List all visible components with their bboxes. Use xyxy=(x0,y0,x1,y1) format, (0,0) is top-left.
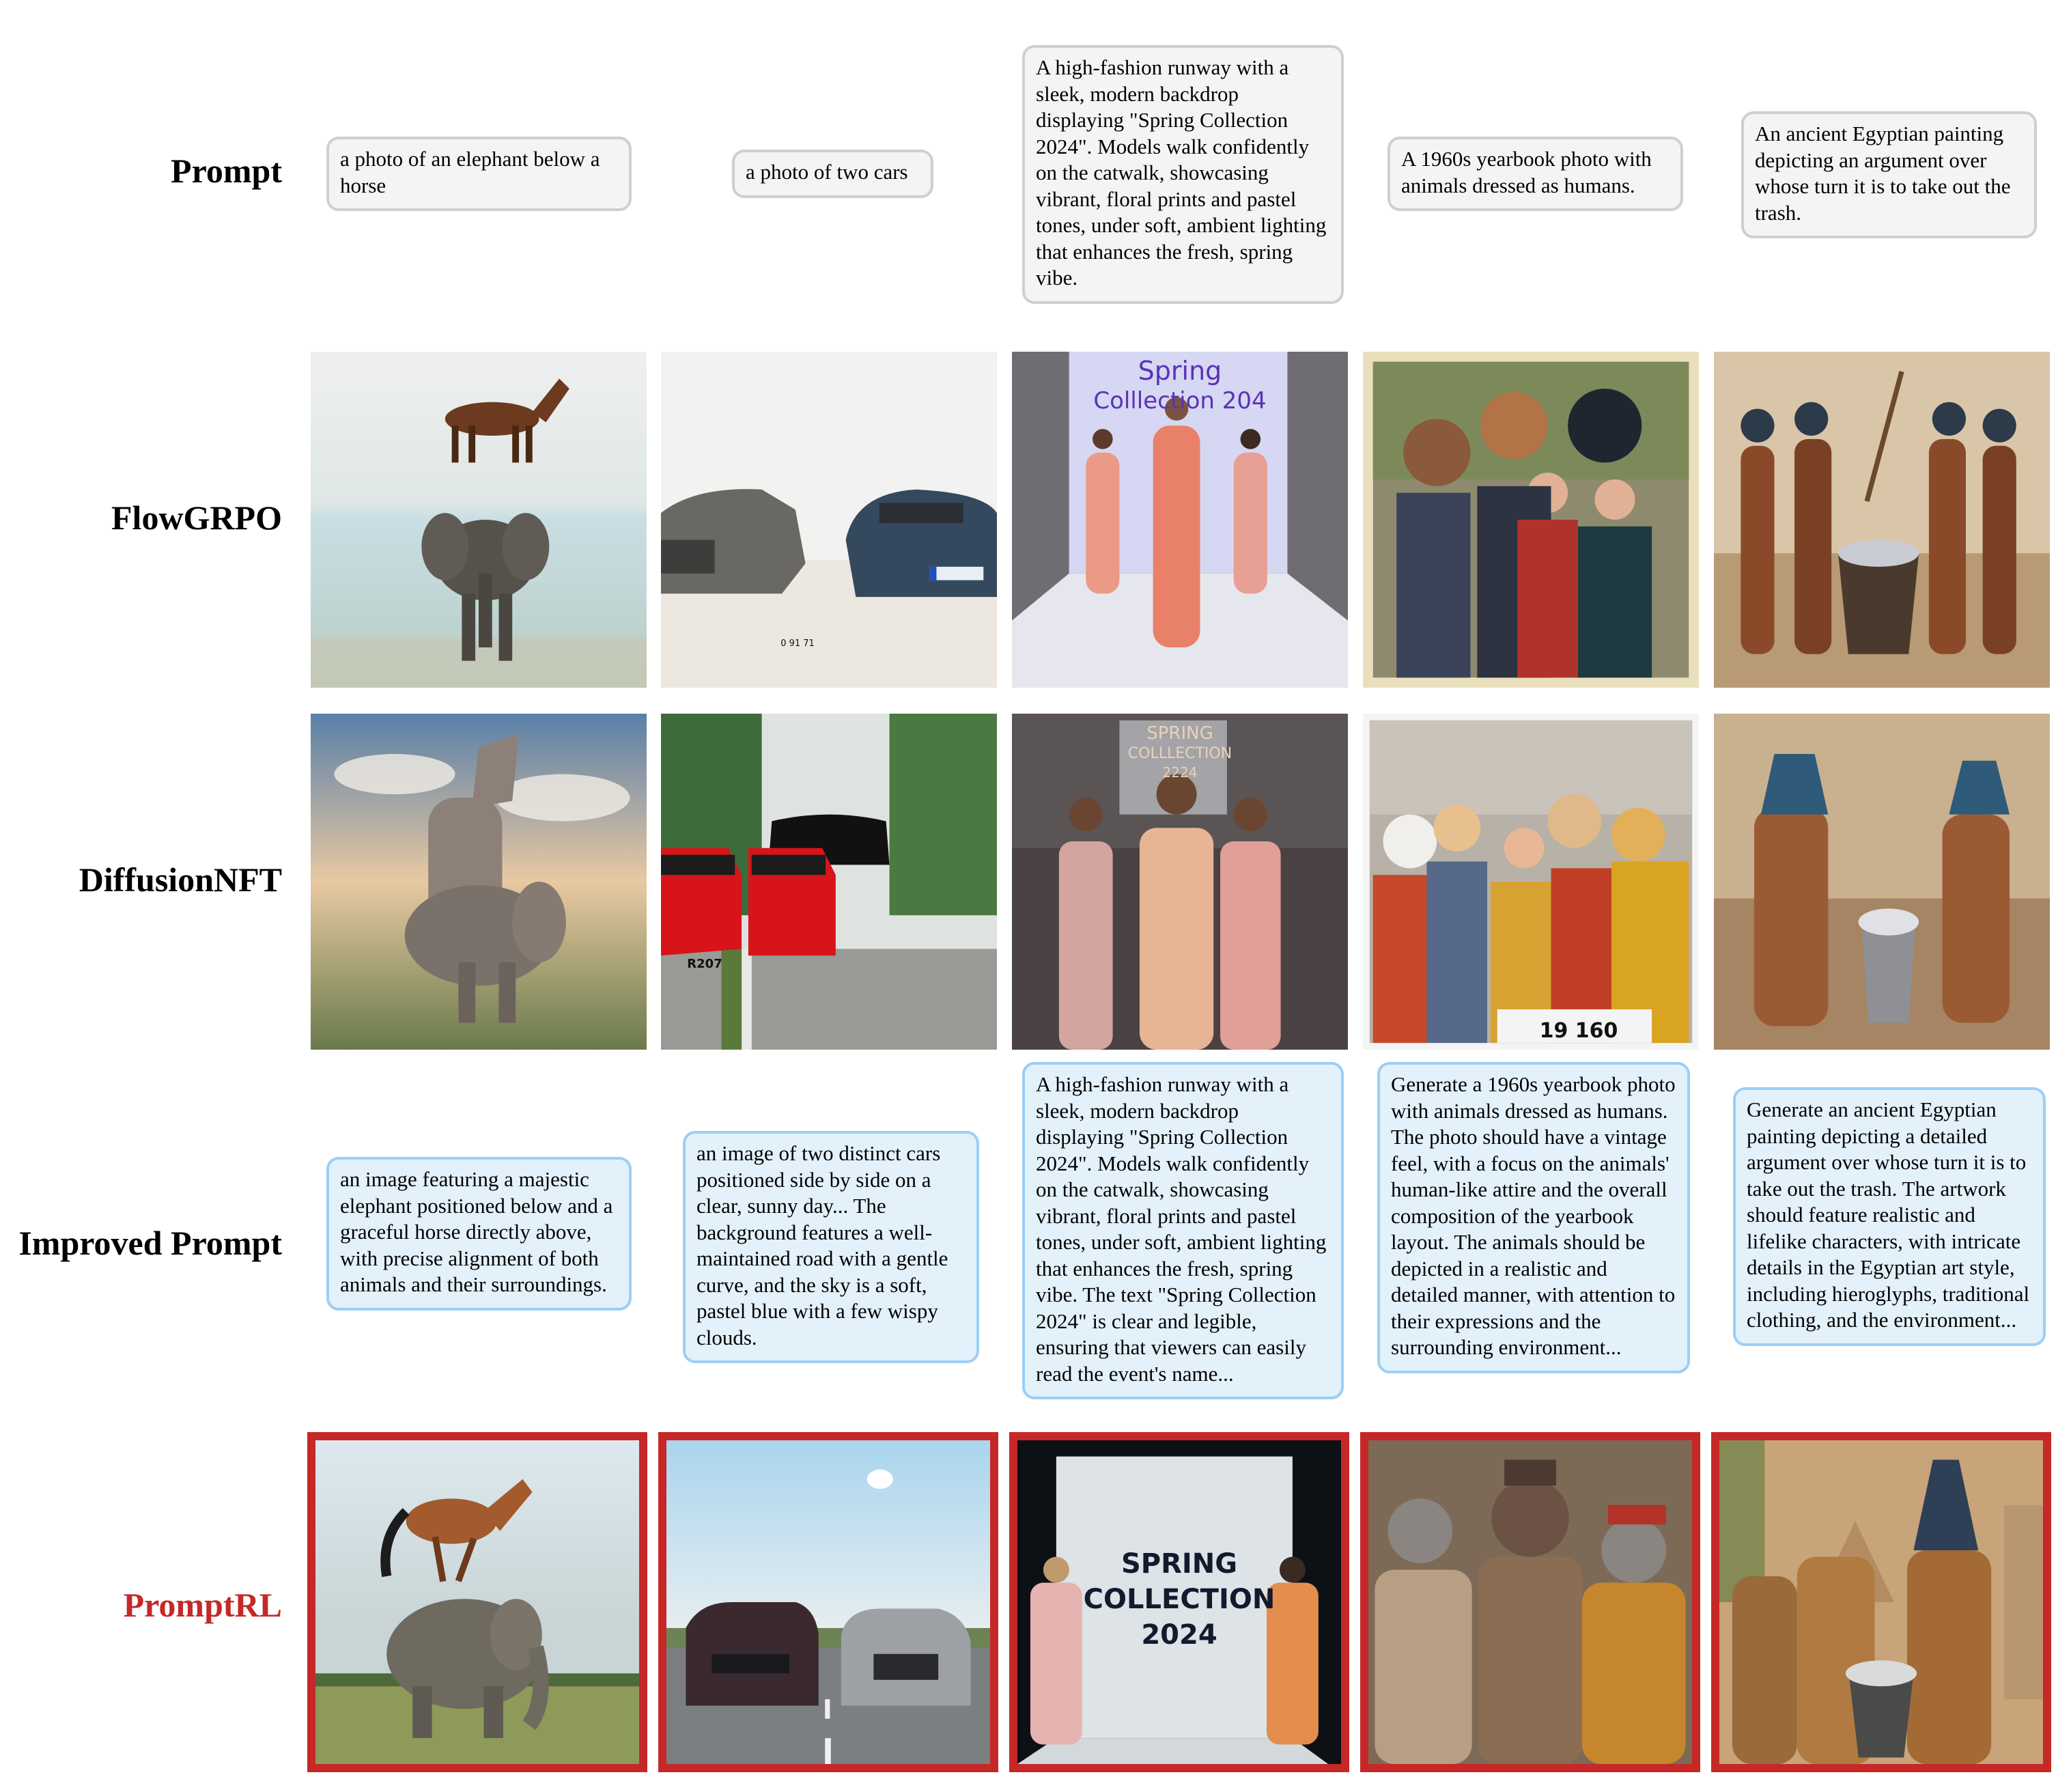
prompt-box: A high-fashion runway with a sleek, modern backdrop displaying "Spring Collection 2024". Models walk confidently on the catwalk, showcasing vibrant, floral prints and pastel tones, under soft, ambient lighting that enhances the fresh, spring vibe. xyxy=(1022,45,1344,304)
license-plate-text: 0 91 71 xyxy=(780,639,815,649)
license-plate-text: R207 xyxy=(687,957,722,971)
runway-sign-line-1: SPRING xyxy=(1146,723,1213,744)
promptrl-image-egyptian xyxy=(1719,1440,2043,1764)
row-label-promptrl: PromptRL xyxy=(123,1586,282,1624)
improved-prompt-box: A high-fashion runway with a sleek, modern backdrop displaying "Spring Collection 2024". Models walk confidently on the catwalk, showcasing vibrant, floral prints and pastel tones, under soft, ambient lighting that enhances the fresh, spring vibe. The text "Spring Collection 2024" is clear and legible, ensuring that viewers can easily read the event's name... xyxy=(1022,1062,1344,1399)
diffusionnft-image-runway xyxy=(1012,714,1348,1050)
improved-prompt-box: Generate an ancient Egyptian painting depicting a detailed argument over whose turn it is to take out the trash. The artwork should feature realistic and lifelike characters, with intricate details in the Egyptian art style, including hieroglyphs, traditional clothing, and the environment... xyxy=(1733,1087,2046,1346)
promptrl-frame xyxy=(1360,1432,1700,1772)
flowgrpo-image-elephant-horse xyxy=(311,352,647,688)
flowgrpo-image-yearbook xyxy=(1363,352,1699,688)
yearbook-sign-text: 19 160 xyxy=(1539,1019,1618,1043)
row-label-improved-prompt: Improved Prompt xyxy=(18,1224,282,1262)
flowgrpo-image-runway xyxy=(1012,352,1348,688)
promptrl-frame xyxy=(1711,1432,2051,1772)
backdrop-sign-line-2: COLLECTION xyxy=(1083,1584,1276,1615)
promptrl-image-yearbook xyxy=(1368,1440,1692,1764)
diffusionnft-image-yearbook xyxy=(1363,714,1699,1050)
prompt-box: a photo of two cars xyxy=(732,150,933,198)
prompt-box: A 1960s yearbook photo with animals dressed as humans. xyxy=(1387,137,1683,211)
row-label-flowgrpo: FlowGRPO xyxy=(111,499,282,537)
promptrl-image-two-cars xyxy=(666,1440,990,1764)
diffusionnft-image-elephant-horse xyxy=(311,714,647,1050)
flowgrpo-image-two-cars xyxy=(661,352,997,688)
promptrl-frame xyxy=(658,1432,998,1772)
prompt-box: An ancient Egyptian painting depicting an argument over whose turn it is to take out the trash. xyxy=(1741,111,2037,238)
improved-prompt-box: an image of two distinct cars positioned side by side on a clear, sunny day... The background features a well-maintained road with a gentle curve, and the sky is a soft, pastel blue with a few wispy clouds. xyxy=(683,1131,979,1363)
row-label-diffusionnft: DiffusionNFT xyxy=(79,860,282,899)
diffusionnft-image-two-cars xyxy=(661,714,997,1050)
flowgrpo-image-egyptian xyxy=(1714,352,2050,688)
promptrl-image-elephant-horse xyxy=(315,1440,639,1764)
runway-sign-line-1: Spring xyxy=(1138,356,1222,386)
backdrop-sign-line-3: 2024 xyxy=(1141,1619,1217,1651)
runway-sign-line-2: Colllection 204 xyxy=(1093,387,1267,415)
runway-sign-line-3: 2224 xyxy=(1162,764,1198,781)
improved-prompt-box: Generate a 1960s yearbook photo with animals dressed as humans. The photo should have a vintage feel, with a focus on the animals' human-like attire and the overall composition of the yearbook layout. The animals should be depicted in a realistic and detailed manner, with attention to their expressions and the surrounding environment... xyxy=(1377,1062,1690,1373)
promptrl-image-runway xyxy=(1017,1440,1341,1764)
row-label-prompt: Prompt xyxy=(171,152,282,190)
runway-sign-line-2: COLLLECTION xyxy=(1127,745,1232,762)
improved-prompt-box: an image featuring a majestic elephant positioned below and a graceful horse directly above, with precise alignment of both animals and their surroundings. xyxy=(326,1157,632,1311)
promptrl-frame xyxy=(1009,1432,1349,1772)
backdrop-sign-line-1: SPRING xyxy=(1121,1548,1238,1580)
prompt-box: a photo of an elephant below a horse xyxy=(326,137,632,211)
diffusionnft-image-egyptian xyxy=(1714,714,2050,1050)
promptrl-frame xyxy=(307,1432,647,1772)
